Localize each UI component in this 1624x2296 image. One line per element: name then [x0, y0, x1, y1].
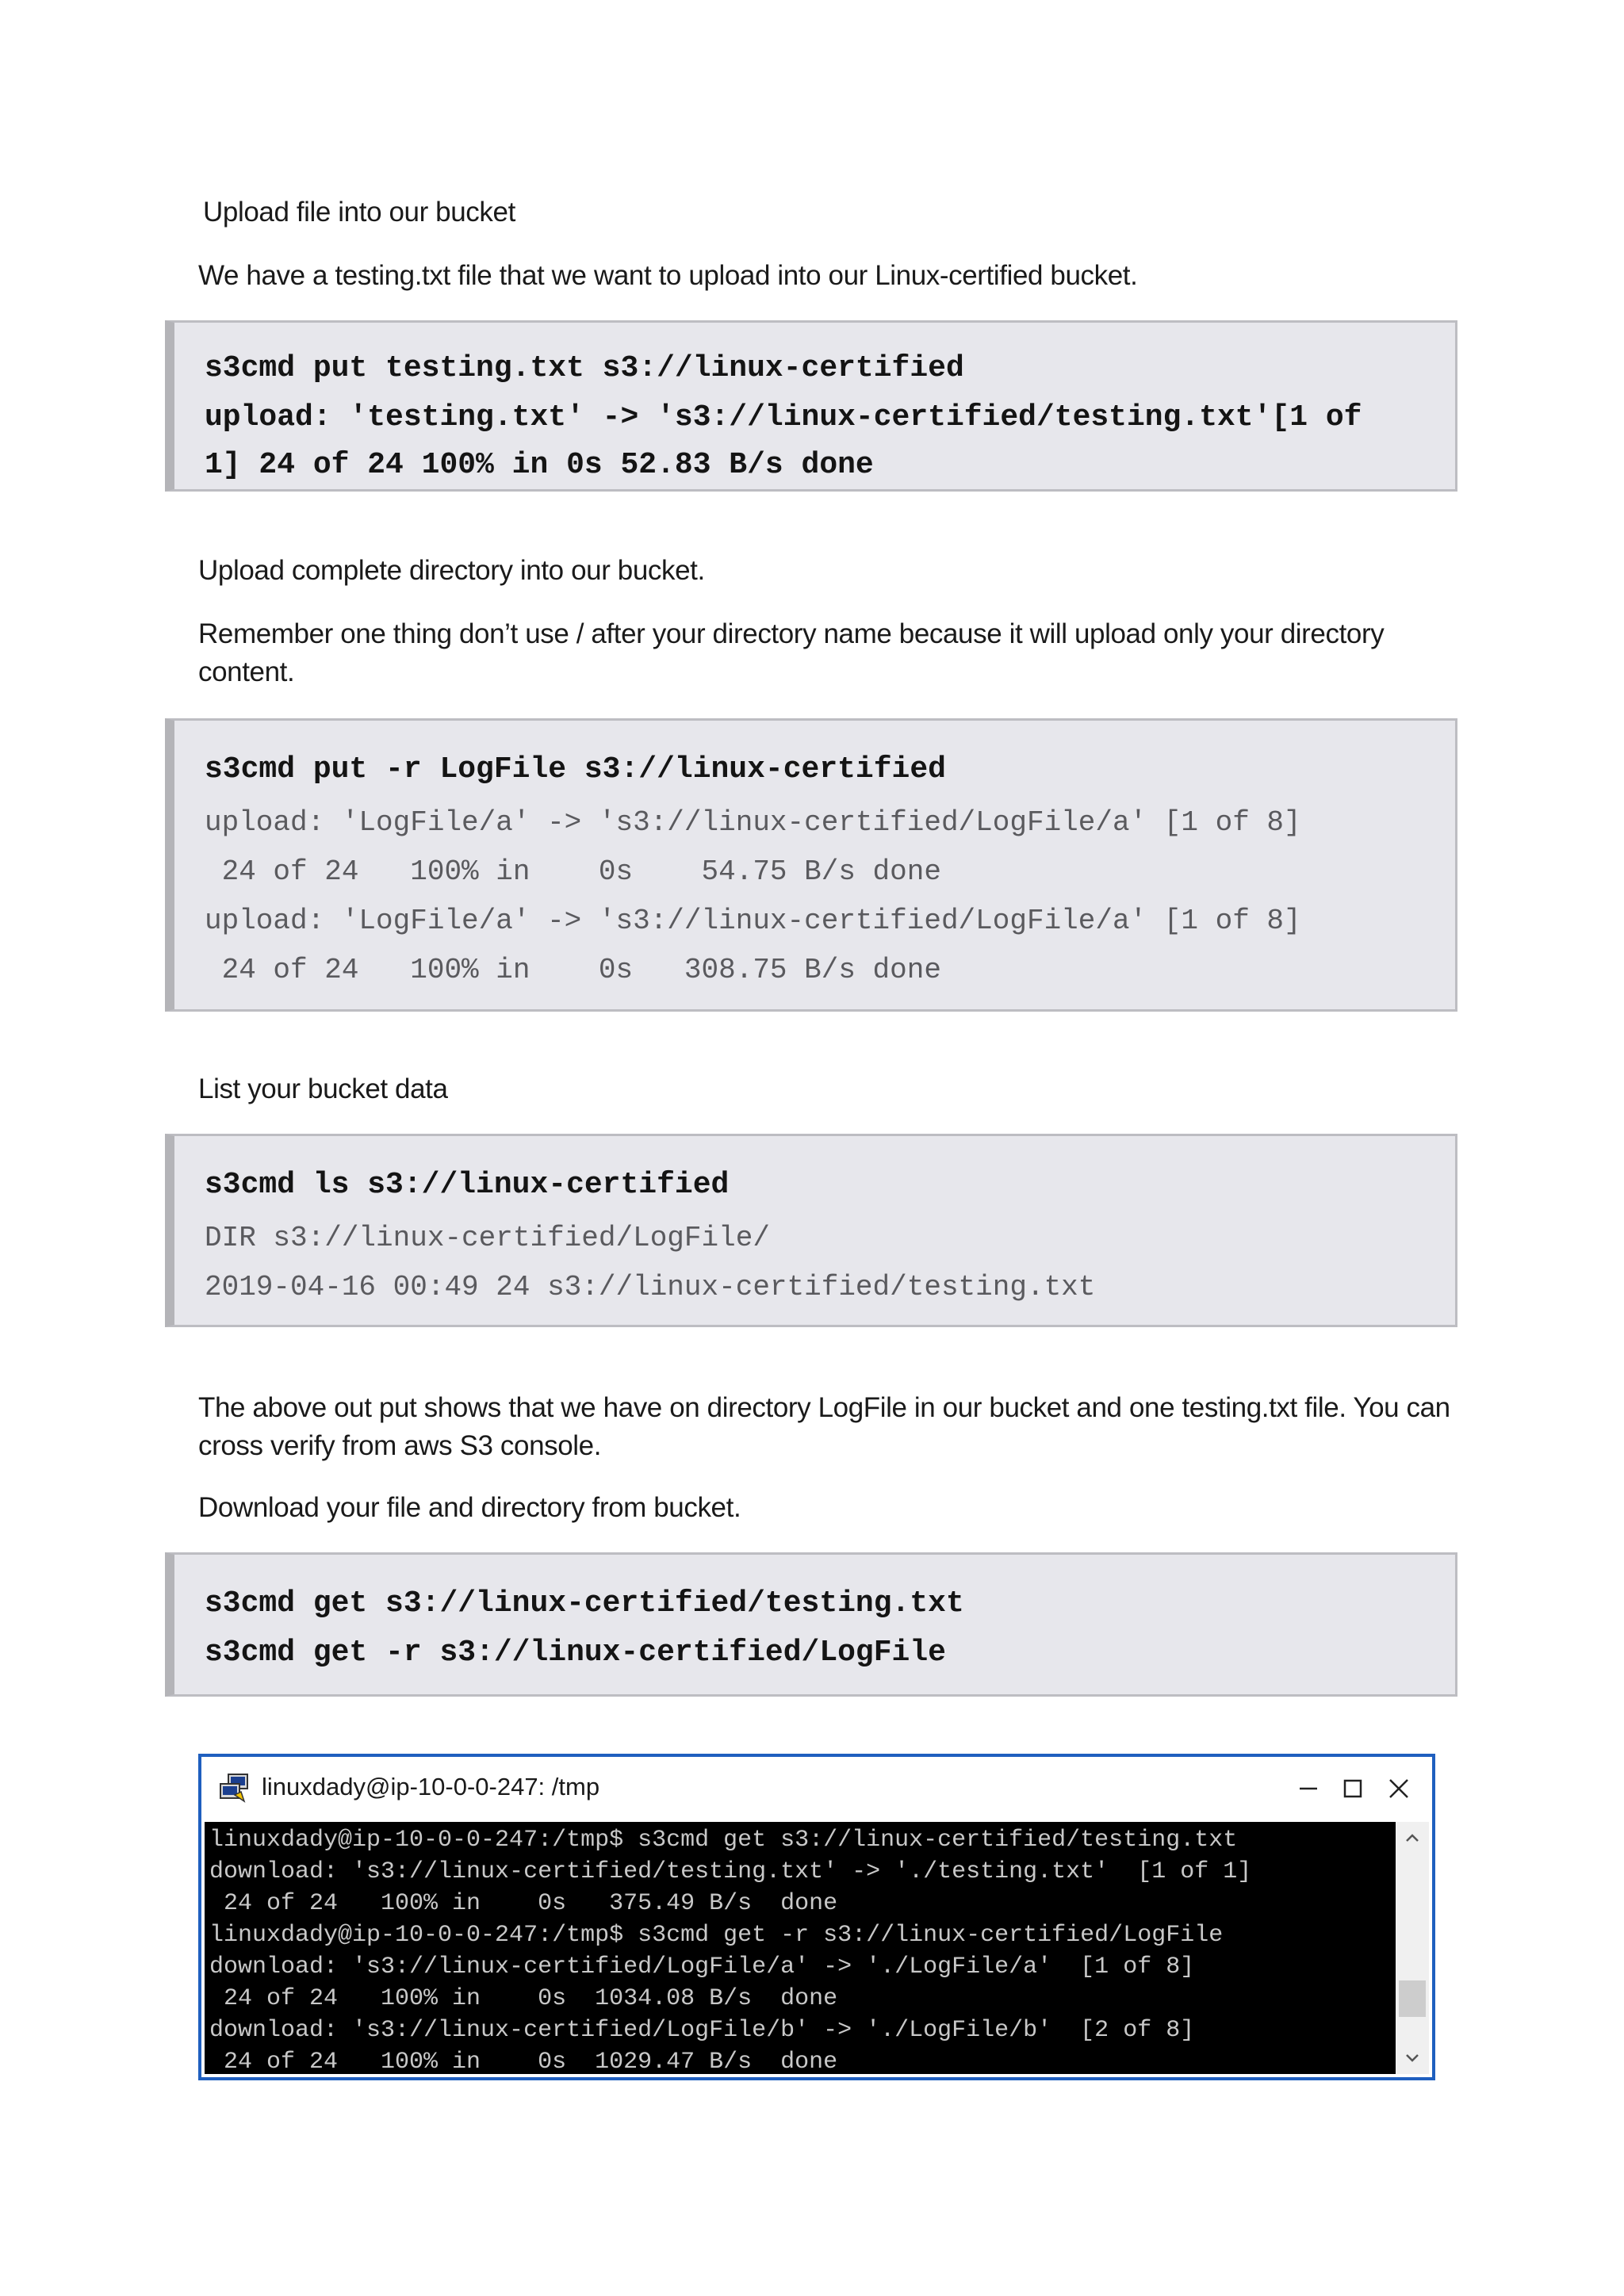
terminal-scrollbar[interactable]: [1396, 1822, 1429, 2074]
terminal-line: download: 's3://linux-certified/testing.txt' -> './testing.txt' [1 of 1]: [209, 1858, 1252, 1885]
list-output-description: The above out put shows that we have on directory LogFile in our bucket and one testing.txt file. You can cross verify from aws S3 console.: [198, 1392, 1450, 1461]
terminal-line: download: 's3://linux-certified/LogFile/b' -> './LogFile/b' [2 of 8]: [209, 2017, 1195, 2044]
terminal-output[interactable]: [205, 1822, 1396, 2074]
upload-dir-heading: Upload complete directory into our bucket.: [198, 555, 705, 586]
terminal-line: linuxdady@ip-10-0-0-247:/tmp$ s3cmd get s3://linux-certified/testing.txt: [209, 1827, 1238, 1854]
terminal-title: linuxdady@ip-10-0-0-247: /tmp: [262, 1773, 600, 1800]
code-line: s3cmd get s3://linux-certified/testing.txt: [205, 1586, 964, 1621]
download-heading: Download your file and directory from bucket.: [198, 1492, 741, 1523]
scroll-up-button[interactable]: [1396, 1822, 1429, 1854]
code-line: s3cmd put testing.txt s3://linux-certified: [205, 351, 964, 385]
list-heading: List your bucket data: [198, 1073, 448, 1104]
code-output-line: upload: 'LogFile/a' -> 's3://linux-certified/LogFile/a' [1 of 8]: [205, 806, 1301, 839]
code-output-line: 24 of 24 100% in 0s 54.75 B/s done: [205, 855, 941, 888]
code-line: upload: 'testing.txt' -> 's3://linux-certified/testing.txt'[1 of: [205, 400, 1362, 434]
terminal-line: download: 's3://linux-certified/LogFile/a' -> './LogFile/a' [1 of 8]: [209, 1954, 1195, 1980]
chevron-up-icon: [1404, 1832, 1420, 1843]
terminal-line: 24 of 24 100% in 0s 1034.08 B/s done: [209, 1985, 838, 2012]
code-output-line: 2019-04-16 00:49 24 s3://linux-certified/testing.txt: [205, 1271, 1096, 1303]
code-command: s3cmd put -r LogFile s3://linux-certified: [205, 752, 946, 786]
terminal-line: 24 of 24 100% in 0s 1029.47 B/s done: [209, 2049, 838, 2074]
close-button[interactable]: [1367, 1765, 1431, 1812]
code-output-line: DIR s3://linux-certified/LogFile/: [205, 1222, 770, 1254]
code-block-ls: [165, 1134, 1457, 1327]
close-icon: [1387, 1777, 1411, 1800]
code-block-put-dir: [165, 718, 1457, 1012]
terminal-line: linuxdady@ip-10-0-0-247:/tmp$ s3cmd get -r s3://linux-certified/LogFile: [209, 1922, 1224, 1949]
code-line: 1] 24 of 24 100% in 0s 52.83 B/s done: [205, 448, 874, 482]
putty-icon: [217, 1771, 251, 1804]
code-command: s3cmd ls s3://linux-certified: [205, 1168, 730, 1202]
chevron-down-icon: [1404, 2053, 1420, 2064]
code-output-line: upload: 'LogFile/a' -> 's3://linux-certified/LogFile/a' [1 of 8]: [205, 905, 1301, 937]
scroll-down-button[interactable]: [1396, 2042, 1429, 2074]
code-line: s3cmd get -r s3://linux-certified/LogFile: [205, 1636, 946, 1670]
upload-dir-description: Remember one thing don’t use / after your directory name because it will upload only your directory content.: [198, 618, 1385, 687]
upload-file-description: We have a testing.txt file that we want to upload into our Linux-certified bucket.: [198, 260, 1138, 291]
scroll-thumb[interactable]: [1399, 1980, 1426, 2017]
terminal-line: 24 of 24 100% in 0s 375.49 B/s done: [209, 1890, 838, 1917]
upload-file-heading: Upload file into our bucket: [203, 197, 515, 228]
maximize-icon: [1341, 1777, 1365, 1800]
terminal-window: [198, 1754, 1435, 2080]
code-output-line: 24 of 24 100% in 0s 308.75 B/s done: [205, 954, 941, 986]
code-block-get: [165, 1552, 1457, 1697]
minimize-icon: [1297, 1777, 1320, 1800]
terminal-titlebar[interactable]: [201, 1757, 1432, 1820]
code-block-put-file: [165, 320, 1457, 492]
